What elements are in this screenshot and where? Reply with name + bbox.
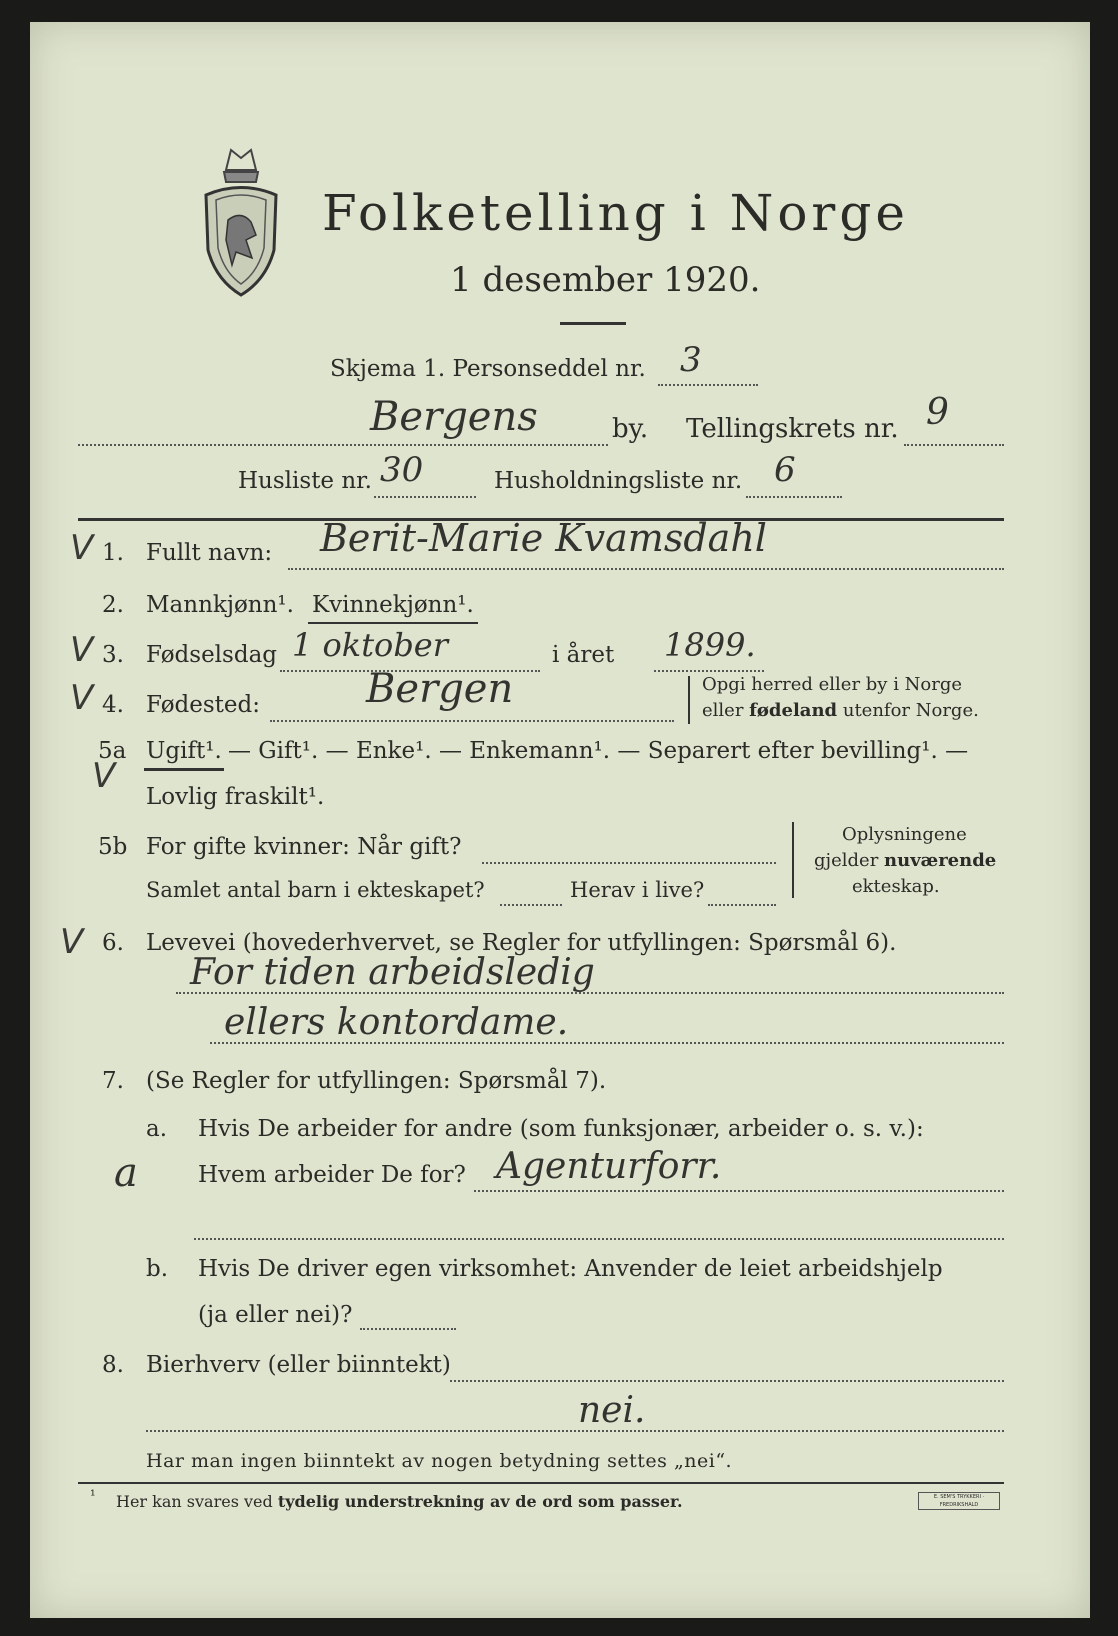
q5b-note-bracket: [792, 822, 794, 898]
city-line: [78, 444, 608, 446]
q2-female-underline: [308, 622, 478, 624]
q5b-alive-line: [708, 904, 776, 906]
q5b-note-line3: ekteskap.: [852, 876, 940, 897]
q7a-line2: [194, 1238, 1004, 1240]
q3-birth-day: 1 oktober: [292, 626, 449, 664]
q5a-other-options: — Gift¹. — Enke¹. — Enkemann¹. — Separert efter bevilling¹. —: [228, 738, 969, 764]
norway-coat-of-arms-icon: [196, 140, 286, 300]
q7a-mark: a: [114, 1150, 138, 1196]
footnote-text: Her kan svares ved tydelig understrekning av de ord som passer.: [116, 1492, 683, 1511]
title-divider: [560, 322, 626, 325]
q7b-text: Hvis De driver egen virksomhet: Anvender de leiet arbeidshjelp: [198, 1256, 943, 1282]
tellingskrets-nr: 9: [926, 392, 949, 433]
q7a-line1: [474, 1190, 1004, 1192]
husholdning-line: [746, 496, 842, 498]
q3-label: Fødselsdag: [146, 642, 278, 668]
q3-number: 3.: [102, 642, 124, 668]
q8-value: nei.: [578, 1390, 646, 1431]
q5a-fraskilt-option: Lovlig fraskilt¹.: [146, 784, 325, 810]
census-form: [30, 22, 1090, 1618]
q5a-ugift-underline: [144, 768, 224, 771]
q5b-children-label: Samlet antal barn i ekteskapet?: [146, 878, 485, 902]
q8-label: Bierhverv (eller biinntekt): [146, 1352, 451, 1378]
footnote-marker: ¹: [90, 1488, 96, 1504]
husliste-line: [374, 496, 476, 498]
q5a-ugift-option: Ugift¹.: [146, 738, 222, 764]
footer-note: Har man ingen biinntekt av nogen betydning settes „nei“.: [146, 1450, 733, 1472]
census-date: 1 desember 1920.: [450, 260, 761, 300]
q6-occupation-line2: ellers kontordame.: [224, 1002, 569, 1043]
q4-label: Fødested:: [146, 692, 261, 718]
q4-birthplace: Bergen: [366, 666, 514, 712]
q4-note-line2: eller fødeland utenfor Norge.: [702, 700, 979, 721]
husholdning-label: Husholdningsliste nr.: [494, 468, 743, 494]
husliste-label: Husliste nr.: [238, 468, 372, 494]
q6-check-mark: V: [60, 922, 84, 962]
q7a-text: Hvis De arbeider for andre (som funksjonær, arbeider o. s. v.):: [198, 1116, 924, 1142]
city-name: Bergens: [370, 394, 538, 440]
q5b-children-line: [500, 904, 562, 906]
q7b-question: (ja eller nei)?: [198, 1302, 353, 1328]
q6-occupation-line1: For tiden arbeidsledig: [190, 952, 595, 993]
q4-line: [270, 720, 674, 722]
personseddel-nr: 3: [680, 340, 702, 380]
q4-note-line1: Opgi herred eller by i Norge: [702, 674, 963, 695]
footer-rule: [78, 1482, 1004, 1484]
q5a-check-mark: V: [92, 756, 116, 796]
form-title: Folketelling i Norge: [322, 184, 909, 242]
q3-check-mark: V: [70, 630, 94, 670]
q8-number: 8.: [102, 1352, 124, 1378]
q1-label: Fullt navn:: [146, 540, 273, 566]
q6-label: Levevei (hovederhvervet, se Regler for utfyllingen: Spørsmål 6).: [146, 930, 897, 956]
q2-female-option: Kvinnekjønn¹.: [312, 592, 474, 618]
q1-full-name: Berit-Marie Kvamsdahl: [320, 516, 767, 560]
q3-birth-year: 1899.: [664, 626, 756, 664]
q7a-employer: Agenturforr.: [496, 1146, 722, 1187]
q7b-letter: b.: [146, 1256, 169, 1282]
q5b-note-line1: Oplysningene: [842, 824, 967, 845]
tellingskrets-line: [904, 444, 1004, 446]
tellingskrets-label: Tellingskrets nr.: [686, 414, 899, 444]
q8-line2: [146, 1430, 1004, 1432]
q5b-note-line2: gjelder nuværende: [814, 850, 997, 871]
q5b-label: For gifte kvinner: Når gift?: [146, 834, 462, 860]
q2-number: 2.: [102, 592, 124, 618]
q7b-line: [360, 1328, 456, 1330]
q8-line1: [450, 1380, 1004, 1382]
q4-number: 4.: [102, 692, 124, 718]
q3-year-line: [654, 670, 764, 672]
husholdning-nr: 6: [774, 450, 796, 490]
q7-number: 7.: [102, 1068, 124, 1094]
schema-label: Skjema 1. Personseddel nr.: [330, 356, 646, 382]
q1-line: [288, 568, 1004, 570]
q5b-alive-label: Herav i live?: [570, 878, 705, 902]
husliste-nr: 30: [380, 450, 424, 490]
personseddel-line: [658, 384, 758, 386]
q6-number: 6.: [102, 930, 124, 956]
q4-check-mark: V: [70, 678, 94, 718]
q5a-number: 5a: [98, 738, 127, 764]
q1-number: 1.: [102, 540, 124, 566]
q7-label: (Se Regler for utfyllingen: Spørsmål 7).: [146, 1068, 607, 1094]
q7a-question: Hvem arbeider De for?: [198, 1162, 466, 1188]
q7a-letter: a.: [146, 1116, 168, 1142]
q1-check-mark: V: [70, 528, 94, 568]
printer-stamp: E. SEM'S TRYKKERI · FREDRIKSHALD: [918, 1492, 1000, 1510]
by-label: by.: [612, 414, 649, 444]
q5b-married-line: [482, 862, 776, 864]
q4-note-bracket: [688, 676, 690, 724]
q5b-number: 5b: [98, 834, 128, 860]
q2-male-option: Mannkjønn¹.: [146, 592, 294, 618]
q3-year-label: i året: [552, 642, 615, 668]
